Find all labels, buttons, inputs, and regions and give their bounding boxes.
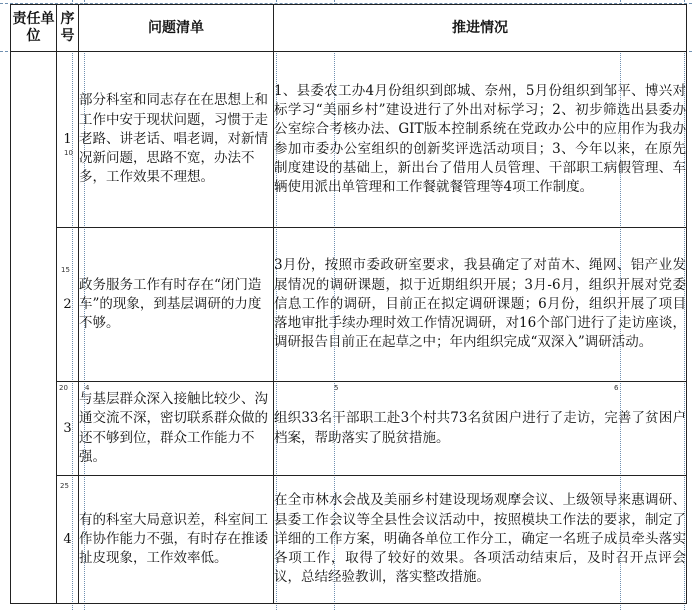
progress-text: 组织33名干部职工赴3个村共73名贫困户进行了走访，完善了贫困户档案，帮助落实了脱贫措施。 xyxy=(274,410,686,446)
row-seq-value: 3 xyxy=(63,421,72,436)
header-seq: 序号 xyxy=(57,5,79,52)
row-seq-value: 1 xyxy=(63,132,72,147)
line-marker: 4 xyxy=(85,384,90,392)
header-unit: 责任单位 xyxy=(11,5,57,52)
row-seq xyxy=(57,382,79,476)
progress-cell: 在全市林水会战及美丽乡村建设现场观摩会议、上级领导来惠调研、县委工作会议等全县性会议活动中，按照模块工作法的要求，制定了详细的工作方案，明确各单位工作分工，确定一名班子成员牵头落实各项工作，取得了较好的效果。各项活动结束后，及时召开点评会议，总结经验教训，落实整改措施。 xyxy=(274,476,687,604)
problem-list-table xyxy=(10,4,687,604)
table-row xyxy=(11,52,687,228)
issue-cell: 政务服务工作有时存在“闭门造车”的现象，到基层调研的力度不够。 xyxy=(79,228,274,382)
table-header-row xyxy=(11,5,687,52)
header-issue: 问题清单 xyxy=(79,5,274,52)
line-marker: 5 xyxy=(334,384,339,392)
progress-cell: 1、县委农工办4月份组织到郎城、奈州，5月份组织到邹平、博兴对标学习“美丽乡村”建设进行了外出对标学习；2、初步筛选出县委办公室综合考核办法、GIT版本控制系统在党政办公中的应用作为我办参加市委办公室组织的创新奖评选活动项目；3、今年以来，在原先制度建设的基础上，新出台了借用人员管理、干部职工病假管理、车辆使用派出单管理和工作餐就餐管理等4项工作制度。 xyxy=(274,52,687,228)
row-seq-value: 2 xyxy=(63,297,72,312)
table-row xyxy=(11,228,687,382)
row-seq xyxy=(57,476,79,604)
progress-cell xyxy=(274,382,687,476)
issue-cell: 有的科室大局意识差，科室间工作协作能力不强，有时存在推诿扯皮现象，工作效率低。 xyxy=(79,476,274,604)
header-progress: 推进情况 xyxy=(274,5,687,52)
unit-cell xyxy=(11,52,57,604)
line-marker: 20 xyxy=(59,384,68,392)
issue-text: 与基层群众深入接触比较少、沟通交流不深，密切联系群众做的还不够到位，群众工作能力不强。 xyxy=(79,391,268,465)
row-seq xyxy=(57,228,79,382)
row-seq xyxy=(57,52,79,228)
line-marker: 15 xyxy=(61,266,70,274)
line-marker: 6 xyxy=(614,384,619,392)
issue-cell: 部分科室和同志存在在思想上和工作中安于现状问题，习惯于走老路、讲老话、唱老调，对新情况新问题，思路不宽，办法不多，工作效果不理想。 xyxy=(79,52,274,228)
table-row xyxy=(11,382,687,476)
progress-cell: 3月份，按照市委政研室要求，我县确定了对苗木、绳网、铝产业发展情况的调研课题，拟于近期组织开展；3月-6月，组织开展对党委信息工作的调研，目前正在拟定调研课题；6月份，组织开展了项目落地审批手续办理时效工作情况调研，对16个部门进行了走访座谈，调研报告目前正在起草之中；年内组织完成“双深入”调研活动。 xyxy=(274,228,687,382)
table-row xyxy=(11,476,687,604)
line-marker: 25 xyxy=(60,482,69,490)
row-seq-value: 4 xyxy=(63,532,72,547)
issue-cell xyxy=(79,382,274,476)
line-marker: 10 xyxy=(64,149,73,157)
